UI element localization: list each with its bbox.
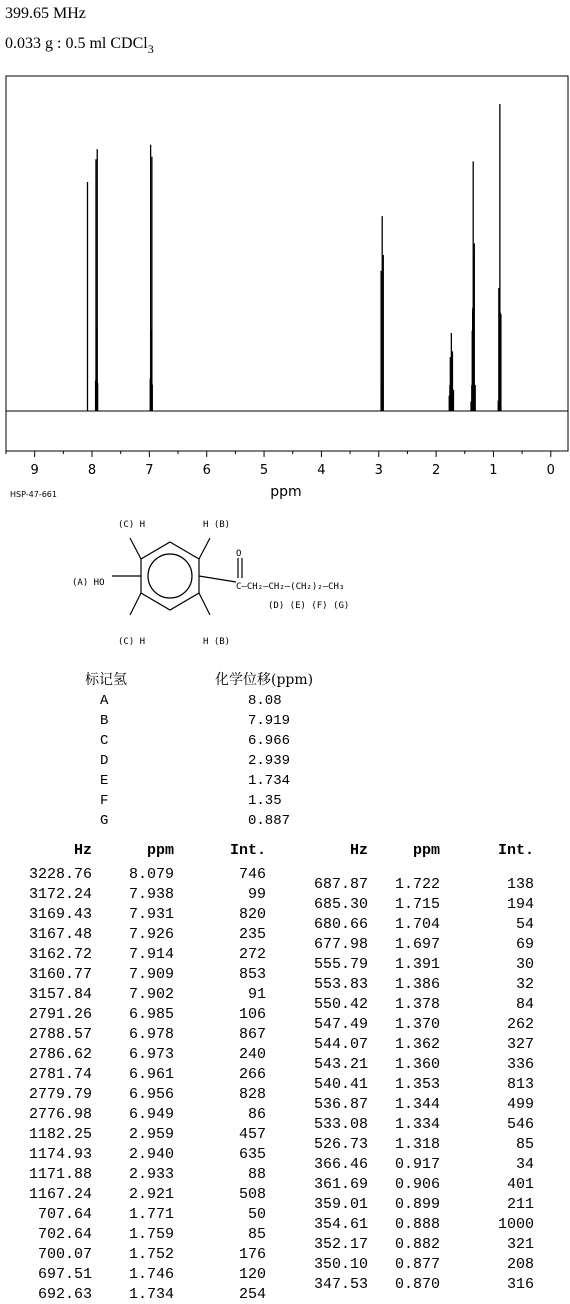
peak-hz: 3228.76 (28, 866, 92, 883)
peak-int: 85 (247, 1226, 266, 1243)
sample-text: 0.033 g : 0.5 ml CDCl (5, 35, 148, 52)
peak-hz: 550.42 (313, 996, 368, 1013)
peak-ppm: 6.973 (128, 1046, 174, 1063)
peak-ppm: 0.870 (394, 1276, 440, 1293)
peak-header-hz-right: Hz (349, 842, 368, 859)
shift-value: 8.08 (248, 693, 282, 709)
peak-hz: 2776.98 (28, 1106, 92, 1123)
peak-hz: 1167.24 (28, 1186, 92, 1203)
peak-int: 635 (238, 1146, 266, 1163)
peak-group (87, 104, 500, 411)
x-axis-label: ppm (270, 484, 302, 500)
carbonyl-oxygen-label: O (236, 549, 242, 559)
shift-label: D (100, 753, 109, 769)
peak-int: 208 (506, 1256, 534, 1273)
peak-hz: 3167.48 (28, 926, 92, 943)
peak-ppm: 1.704 (394, 916, 440, 933)
peak-ppm: 1.746 (128, 1266, 174, 1283)
peak-int: 194 (506, 896, 534, 913)
peak-hz: 359.01 (313, 1196, 368, 1213)
peak-hz: 3162.72 (28, 946, 92, 963)
spectrum-id: HSP-47-661 (10, 490, 57, 499)
peak-int: 1000 (497, 1216, 534, 1233)
shift-label: E (100, 773, 109, 789)
peak-ppm: 8.079 (128, 866, 174, 883)
peak-ppm: 0.882 (394, 1236, 440, 1253)
peak-hz: 354.61 (313, 1216, 368, 1233)
peak-int: 321 (506, 1236, 534, 1253)
peak-int: 457 (238, 1126, 266, 1143)
peak-int: 853 (238, 966, 266, 983)
peak-int: 254 (238, 1286, 266, 1303)
peak-hz: 366.46 (313, 1156, 368, 1173)
peak-ppm: 0.917 (394, 1156, 440, 1173)
shift-table-header-shift: 化学位移(ppm) (215, 672, 314, 688)
peak-header-ppm-right: ppm (412, 842, 440, 859)
shift-label: A (100, 693, 109, 709)
peak-hz: 700.07 (37, 1246, 92, 1263)
peak-int: 327 (506, 1036, 534, 1053)
peak-ppm: 1.722 (394, 876, 440, 893)
peak-int: 32 (515, 976, 534, 993)
chain-position-labels: (D) (E) (F) (G) (268, 601, 350, 611)
peak-hz: 533.08 (313, 1116, 368, 1133)
hydroxyl-label: (A) HO (72, 578, 105, 588)
peak-int: 820 (238, 906, 266, 923)
peak-ppm: 2.959 (128, 1126, 174, 1143)
peak-ppm: 1.386 (394, 976, 440, 993)
peak-int: 91 (247, 986, 266, 1003)
peak-hz: 2779.79 (28, 1086, 92, 1103)
spectrometer-frequency: 399.65 MHz (5, 5, 86, 22)
peak-int: 316 (506, 1276, 534, 1293)
peak-hz: 2788.57 (28, 1026, 92, 1043)
peak-hz: 536.87 (313, 1096, 368, 1113)
peak-hz: 2786.62 (28, 1046, 92, 1063)
peak-hz: 544.07 (313, 1036, 368, 1053)
peak-hz: 543.21 (313, 1056, 368, 1073)
h-top-left-label: (C) H (118, 520, 146, 530)
x-tick-label: 4 (317, 463, 326, 478)
x-tick-label: 6 (202, 463, 211, 478)
peak-ppm: 1.752 (128, 1246, 174, 1263)
shift-label: F (100, 793, 109, 809)
peak-int: 828 (238, 1086, 266, 1103)
peak-int: 34 (515, 1156, 534, 1173)
peak-hz: 677.98 (313, 936, 368, 953)
peak-ppm: 6.956 (128, 1086, 174, 1103)
sample-conditions (5, 35, 154, 57)
peak-int: 176 (238, 1246, 266, 1263)
peak-hz: 3172.24 (28, 886, 92, 903)
peak-hz: 347.53 (313, 1276, 368, 1293)
peak-ppm: 1.378 (394, 996, 440, 1013)
peak-hz: 361.69 (313, 1176, 368, 1193)
peak-int: 813 (506, 1076, 534, 1093)
peak-ppm: 6.978 (128, 1026, 174, 1043)
peak-hz: 547.49 (313, 1016, 368, 1033)
peak-hz: 1174.93 (28, 1146, 92, 1163)
peak-ppm: 1.734 (128, 1286, 174, 1303)
peak-hz: 3160.77 (28, 966, 92, 983)
peak-int: 272 (238, 946, 266, 963)
peak-hz: 680.66 (313, 916, 368, 933)
peak-hz: 526.73 (313, 1136, 368, 1153)
shift-value: 1.734 (248, 773, 291, 789)
peak-hz: 553.83 (313, 976, 368, 993)
peak-ppm: 1.370 (394, 1016, 440, 1033)
peak-hz: 3157.84 (28, 986, 92, 1003)
peak-hz: 1182.25 (28, 1126, 92, 1143)
peak-ppm: 1.697 (394, 936, 440, 953)
peak-ppm: 0.899 (394, 1196, 440, 1213)
peak-hz: 352.17 (313, 1236, 368, 1253)
benzene-ring (112, 538, 242, 615)
peak-ppm: 2.933 (128, 1166, 174, 1183)
alkyl-chain-label: C—CH₂—CH₂—(CH₂)₂—CH₃ (236, 582, 345, 592)
peak-ppm: 1.391 (394, 956, 440, 973)
shift-table-header-hydrogen: 标记氢 (85, 672, 127, 688)
peak-ppm: 1.771 (128, 1206, 174, 1223)
peak-ppm: 7.902 (128, 986, 174, 1003)
peak-ppm: 7.931 (128, 906, 174, 923)
chemical-structure (0, 510, 570, 660)
peak-int: 85 (515, 1136, 534, 1153)
sample-subscript: 3 (147, 42, 154, 56)
peak-int: 336 (506, 1056, 534, 1073)
peak-int: 235 (238, 926, 266, 943)
h-top-right-label: H (B) (203, 520, 231, 530)
peak-int: 30 (515, 956, 534, 973)
shift-value: 1.35 (248, 793, 282, 809)
peak-int: 69 (515, 936, 534, 953)
shift-value: 0.887 (248, 813, 291, 829)
peak-header-int-right: Int. (497, 842, 534, 859)
peak-int: 546 (506, 1116, 534, 1133)
x-tick-label: 0 (546, 463, 555, 478)
peak-hz: 2781.74 (28, 1066, 92, 1083)
peak-ppm: 1.360 (394, 1056, 440, 1073)
peak-ppm: 6.961 (128, 1066, 174, 1083)
peak-ppm: 1.344 (394, 1096, 440, 1113)
peak-int: 84 (515, 996, 534, 1013)
h-bottom-right-label: H (B) (203, 637, 231, 647)
peak-int: 50 (247, 1206, 266, 1223)
peak-int: 262 (506, 1016, 534, 1033)
x-axis (6, 451, 555, 478)
shift-label: G (100, 813, 109, 829)
peak-int: 120 (238, 1266, 266, 1283)
peak-ppm: 6.985 (128, 1006, 174, 1023)
x-tick-label: 9 (30, 463, 39, 478)
peak-ppm: 1.353 (394, 1076, 440, 1093)
x-tick-label: 7 (145, 463, 154, 478)
peak-int: 211 (506, 1196, 534, 1213)
peak-int: 138 (506, 876, 534, 893)
peak-hz: 555.79 (313, 956, 368, 973)
x-tick-label: 2 (431, 463, 441, 478)
peak-ppm: 1.318 (394, 1136, 440, 1153)
peak-ppm: 0.906 (394, 1176, 440, 1193)
peak-ppm: 0.877 (394, 1256, 440, 1273)
x-tick-label: 1 (489, 463, 498, 478)
peak-hz: 697.51 (37, 1266, 92, 1283)
peak-int: 499 (506, 1096, 534, 1113)
peak-hz: 1171.88 (28, 1166, 92, 1183)
nmr-spectrum-chart (0, 70, 570, 505)
peak-hz: 702.64 (37, 1226, 92, 1243)
peak-int: 106 (238, 1006, 266, 1023)
shift-value: 7.919 (248, 713, 291, 729)
peak-int: 88 (247, 1166, 266, 1183)
x-tick-label: 8 (87, 463, 97, 478)
peak-hz: 687.87 (313, 876, 368, 893)
peak-ppm: 6.949 (128, 1106, 174, 1123)
peak-header-hz-left: Hz (73, 842, 92, 859)
peak-hz: 707.64 (37, 1206, 92, 1223)
peak-ppm: 7.909 (128, 966, 174, 983)
peak-ppm: 7.914 (128, 946, 174, 963)
h-bottom-left-label: (C) H (118, 637, 146, 647)
peak-ppm: 1.759 (128, 1226, 174, 1243)
shift-label: C (100, 733, 109, 749)
peak-int: 746 (238, 866, 266, 883)
peak-hz: 350.10 (313, 1256, 368, 1273)
peak-header-ppm-left: ppm (146, 842, 174, 859)
shift-value: 6.966 (248, 733, 291, 749)
peak-ppm: 0.888 (394, 1216, 440, 1233)
peak-ppm: 7.926 (128, 926, 174, 943)
x-tick-label: 3 (374, 463, 383, 478)
peak-hz: 540.41 (313, 1076, 368, 1093)
shift-label: B (100, 713, 109, 729)
peak-hz: 685.30 (313, 896, 368, 913)
peak-int: 508 (238, 1186, 266, 1203)
peak-int: 99 (247, 886, 266, 903)
shift-value: 2.939 (248, 753, 291, 769)
peak-ppm: 1.362 (394, 1036, 440, 1053)
peak-header-int-left: Int. (229, 842, 266, 859)
peak-int: 240 (238, 1046, 266, 1063)
peak-ppm: 2.940 (128, 1146, 174, 1163)
peak-int: 54 (515, 916, 534, 933)
peak-int: 86 (247, 1106, 266, 1123)
peak-ppm: 1.715 (394, 896, 440, 913)
x-tick-label: 5 (259, 463, 269, 478)
peak-ppm: 1.334 (394, 1116, 440, 1133)
plot-frame (6, 76, 568, 451)
peak-int: 401 (506, 1176, 534, 1193)
peak-int: 867 (238, 1026, 266, 1043)
peak-hz: 2791.26 (28, 1006, 92, 1023)
peak-ppm: 7.938 (128, 886, 174, 903)
peak-ppm: 2.921 (128, 1186, 174, 1203)
peak-hz: 692.63 (37, 1286, 92, 1303)
peak-hz: 3169.43 (28, 906, 92, 923)
peak-int: 266 (238, 1066, 266, 1083)
